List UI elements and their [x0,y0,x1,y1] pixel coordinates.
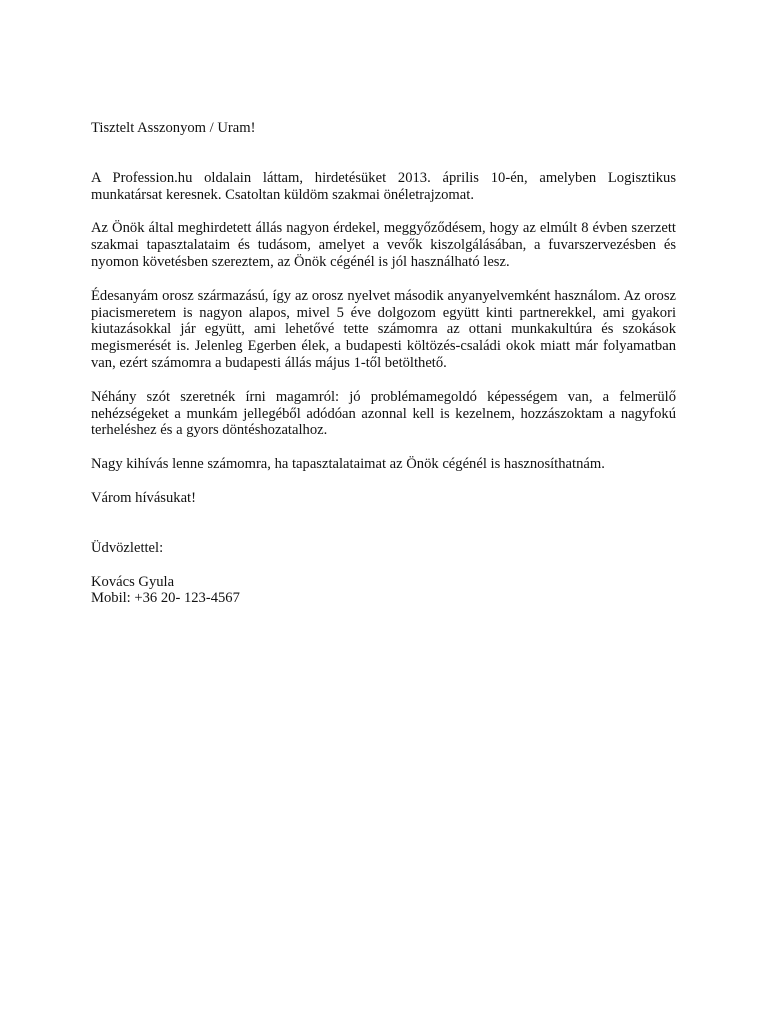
paragraph-challenge: Nagy kihívás lenne számomra, ha tapasztalataimat az Önök cégénél is hasznosíthatnám. [91,456,605,473]
salutation: Tisztelt Asszonyom / Uram! [91,120,256,136]
cover-letter [91,120,676,607]
paragraph-background: Édesanyám orosz származású, így az orosz nyelvet második anyanyelvemként használom. Az orosz piacismeretem is nagyon alapos, mivel 5 éve dolgozom együtt kinti partnerekkel, ami gyakori kiutazásokkal jár együtt, ami lehetővé tette számomra az ottani munkakultúra és szokások megismerését is. Jelenleg Egerben élek, a budapesti költözés-családi okok miatt már folyamatban van, ezért számomra a budapesti állás május 1-től betölthető. [91,287,676,371]
paragraph-intro: A Profession.hu oldalain láttam, hirdetésüket 2013. április 10-én, amelyben Logisztikus munkatársat keresnek. Csatoltan küldöm szakmai önéletrajzomat. [91,169,676,203]
closing-call: Várom hívásukat! [91,489,196,506]
contact-phone: Mobil: +36 20- 123-4567 [91,590,240,607]
paragraph-interest: Az Önök által meghirdetett állás nagyon érdekel, meggyőződésem, hogy az elmúlt 8 évben szerzett szakmai tapasztalataim és tudásom, amelyet a vevők kiszolgálásában, a fuvarszervezésben és nyomon követésben szereztem, az Önök cégénél is jól használható lesz. [91,220,676,270]
signature-name: Kovács Gyula [91,573,175,590]
paragraph-skills: Néhány szót szeretnék írni magamról: jó problémamegoldó képességem van, a felmerülő nehézségeket a munkám jellegéből adódóan azonnal kell is kezelnem, hozzászoktam a nagyfokú terheléshez és a gyors döntéshozatalhoz. [91,388,676,439]
signoff: Üdvözlettel: [91,539,164,556]
